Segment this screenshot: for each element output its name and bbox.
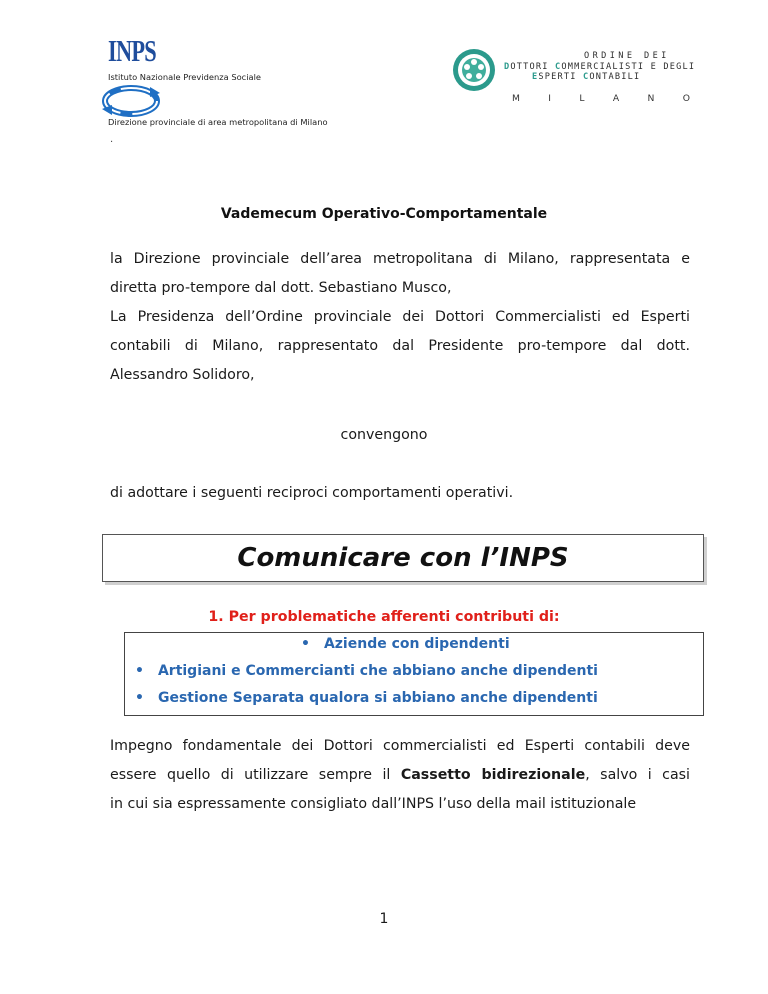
sub-heading: 1. Per problematiche afferenti contributi di:: [208, 609, 560, 625]
closing-paragraph: Impegno fondamentale dei Dottori commercialisti ed Esperti contabili deve essere quello di utilizzare sempre il Cassetto bidirezionale, salvo i casi in cui sia espressamente consigliato dall’INPS l’uso della mail istituzionale: [110, 738, 690, 812]
list-item: • Artigiani e Commercianti che abbiano anche dipendenti: [135, 663, 598, 679]
section-title: Comunicare con l’INPS: [237, 543, 569, 573]
convengono-label: convengono: [340, 427, 428, 443]
inps-logo-text: INPS: [108, 33, 156, 68]
list-item: • Aziende con dipendenti: [301, 636, 510, 652]
odc-line-1: ORDINE DEI: [584, 51, 670, 61]
inps-direction-label: Direzione provinciale di area metropolitana di Milano: [108, 117, 328, 127]
list-item: • Gestione Separata qualora si abbiano anche dipendenti: [135, 690, 598, 706]
document-title: Vademecum Operativo-Comportamentale: [220, 206, 548, 222]
odc-line-2: DOTTORI COMMERCIALISTI E DEGLI: [504, 61, 696, 72]
odc-milano-label: M I L A N O: [512, 93, 690, 104]
intro-paragraph: la Direzione provinciale dell’area metropolitana di Milano, rappresentata e diretta pro-tempore dal dott. Sebastiano Musco, La Presidenza dell’Ordine provinciale dei Dottori Commercialisti ed Esperti contabili di Milano, rappresentato dal Presidente pro-tempore dal dott. Alessandro Solidoro,: [110, 251, 690, 383]
odc-line-3: ESPERTI CONTABILI: [532, 72, 641, 82]
stray-dot: .: [110, 134, 114, 145]
adopt-paragraph: di adottare i seguenti reciproci comportamenti operativi.: [110, 485, 514, 501]
contribution-list-box: [124, 632, 704, 716]
cassetto-bidirezionale-emphasis: Cassetto bidirezionale: [400, 767, 586, 783]
section-title-box: [102, 534, 704, 582]
inps-swirl-icon: [100, 81, 162, 121]
page-number: 1: [379, 911, 389, 927]
odc-logo-text: [504, 51, 696, 83]
odc-emblem-icon: [452, 48, 496, 92]
inps-subtitle: Istituto Nazionale Previdenza Sociale: [108, 72, 262, 82]
